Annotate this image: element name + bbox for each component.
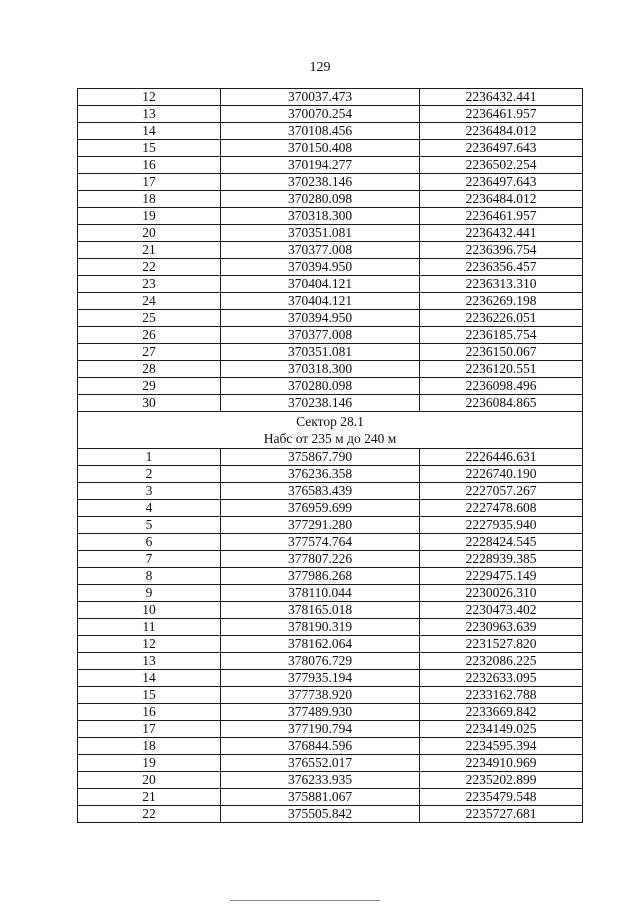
table-row	[78, 344, 583, 361]
table-row	[78, 466, 583, 483]
x-coordinate-cell: 378110.044	[221, 585, 420, 602]
x-coordinate-cell: 376583.439	[221, 483, 420, 500]
table-row	[78, 636, 583, 653]
x-coordinate-cell: 376552.017	[221, 755, 420, 772]
table-row	[78, 106, 583, 123]
y-coordinate-cell: 2233162.788	[420, 687, 583, 704]
x-coordinate-cell: 370108.456	[221, 123, 420, 140]
table-row	[78, 327, 583, 344]
x-coordinate-cell: 378165.018	[221, 602, 420, 619]
y-coordinate-cell: 2236461.957	[420, 208, 583, 225]
x-coordinate-cell: 370318.300	[221, 208, 420, 225]
x-coordinate-cell: 377489.930	[221, 704, 420, 721]
y-coordinate-cell: 2235202.899	[420, 772, 583, 789]
footer-divider	[230, 900, 380, 901]
y-coordinate-cell: 2236150.067	[420, 344, 583, 361]
x-coordinate-cell: 370404.121	[221, 276, 420, 293]
section-subtitle: Набс от 235 м до 240 м	[263, 431, 397, 446]
table-row	[78, 704, 583, 721]
point-number-cell: 27	[78, 344, 221, 361]
y-coordinate-cell: 2234595.394	[420, 738, 583, 755]
y-coordinate-cell: 2226446.631	[420, 449, 583, 466]
x-coordinate-cell: 370394.950	[221, 259, 420, 276]
table-row	[78, 568, 583, 585]
y-coordinate-cell: 2236484.012	[420, 191, 583, 208]
table-row	[78, 653, 583, 670]
x-coordinate-cell: 370150.408	[221, 140, 420, 157]
x-coordinate-cell: 377935.194	[221, 670, 420, 687]
point-number-cell: 2	[78, 466, 221, 483]
x-coordinate-cell: 370280.098	[221, 191, 420, 208]
y-coordinate-cell: 2236269.198	[420, 293, 583, 310]
coordinates-table	[77, 88, 583, 823]
x-coordinate-cell: 378076.729	[221, 653, 420, 670]
x-coordinate-cell: 370318.300	[221, 361, 420, 378]
y-coordinate-cell: 2234149.025	[420, 721, 583, 738]
point-number-cell: 14	[78, 123, 221, 140]
table-row	[78, 225, 583, 242]
point-number-cell: 4	[78, 500, 221, 517]
point-number-cell: 22	[78, 806, 221, 823]
x-coordinate-cell: 377807.226	[221, 551, 420, 568]
point-number-cell: 16	[78, 157, 221, 174]
point-number-cell: 21	[78, 789, 221, 806]
x-coordinate-cell: 378162.064	[221, 636, 420, 653]
point-number-cell: 15	[78, 687, 221, 704]
table-row	[78, 174, 583, 191]
table-row	[78, 789, 583, 806]
y-coordinate-cell: 2233669.842	[420, 704, 583, 721]
table-body-upper	[78, 89, 583, 412]
table-row	[78, 449, 583, 466]
table-row	[78, 89, 583, 106]
y-coordinate-cell: 2236313.310	[420, 276, 583, 293]
section-title: Сектор 28.1	[296, 414, 364, 429]
x-coordinate-cell: 370238.146	[221, 174, 420, 191]
x-coordinate-cell: 377291.280	[221, 517, 420, 534]
table-row	[78, 361, 583, 378]
point-number-cell: 15	[78, 140, 221, 157]
point-number-cell: 7	[78, 551, 221, 568]
x-coordinate-cell: 370280.098	[221, 378, 420, 395]
x-coordinate-cell: 370404.121	[221, 293, 420, 310]
x-coordinate-cell: 370194.277	[221, 157, 420, 174]
y-coordinate-cell: 2227478.608	[420, 500, 583, 517]
table-body-lower	[78, 449, 583, 823]
x-coordinate-cell: 376233.935	[221, 772, 420, 789]
x-coordinate-cell: 377574.764	[221, 534, 420, 551]
table-row	[78, 738, 583, 755]
point-number-cell: 21	[78, 242, 221, 259]
x-coordinate-cell: 375881.067	[221, 789, 420, 806]
table-row	[78, 721, 583, 738]
x-coordinate-cell: 377986.268	[221, 568, 420, 585]
x-coordinate-cell: 376844.596	[221, 738, 420, 755]
y-coordinate-cell: 2232633.095	[420, 670, 583, 687]
table-row	[78, 772, 583, 789]
table-row	[78, 483, 583, 500]
x-coordinate-cell: 370377.008	[221, 242, 420, 259]
table-row	[78, 242, 583, 259]
point-number-cell: 20	[78, 225, 221, 242]
y-coordinate-cell: 2236497.643	[420, 174, 583, 191]
point-number-cell: 9	[78, 585, 221, 602]
y-coordinate-cell: 2230026.310	[420, 585, 583, 602]
table-row	[78, 806, 583, 823]
x-coordinate-cell: 370351.081	[221, 344, 420, 361]
y-coordinate-cell: 2236226.051	[420, 310, 583, 327]
y-coordinate-cell: 2228424.545	[420, 534, 583, 551]
table-row	[78, 276, 583, 293]
y-coordinate-cell: 2230473.402	[420, 602, 583, 619]
x-coordinate-cell: 376959.699	[221, 500, 420, 517]
y-coordinate-cell: 2236461.957	[420, 106, 583, 123]
y-coordinate-cell: 2235727.681	[420, 806, 583, 823]
table-row	[78, 585, 583, 602]
point-number-cell: 28	[78, 361, 221, 378]
y-coordinate-cell: 2236502.254	[420, 157, 583, 174]
table-row	[78, 191, 583, 208]
point-number-cell: 16	[78, 704, 221, 721]
point-number-cell: 17	[78, 721, 221, 738]
y-coordinate-cell: 2236185.754	[420, 327, 583, 344]
section-header-cell	[78, 412, 583, 449]
x-coordinate-cell: 377190.794	[221, 721, 420, 738]
point-number-cell: 19	[78, 208, 221, 225]
x-coordinate-cell: 378190.319	[221, 619, 420, 636]
x-coordinate-cell: 370394.950	[221, 310, 420, 327]
point-number-cell: 12	[78, 89, 221, 106]
point-number-cell: 24	[78, 293, 221, 310]
x-coordinate-cell: 370037.473	[221, 89, 420, 106]
x-coordinate-cell: 370070.254	[221, 106, 420, 123]
point-number-cell: 11	[78, 619, 221, 636]
section-header-row	[78, 412, 583, 449]
point-number-cell: 3	[78, 483, 221, 500]
point-number-cell: 22	[78, 259, 221, 276]
y-coordinate-cell: 2227935.940	[420, 517, 583, 534]
point-number-cell: 6	[78, 534, 221, 551]
point-number-cell: 20	[78, 772, 221, 789]
y-coordinate-cell: 2236084.865	[420, 395, 583, 412]
x-coordinate-cell: 377738.920	[221, 687, 420, 704]
y-coordinate-cell: 2236356.457	[420, 259, 583, 276]
x-coordinate-cell: 375867.790	[221, 449, 420, 466]
point-number-cell: 5	[78, 517, 221, 534]
table-row	[78, 602, 583, 619]
y-coordinate-cell: 2236432.441	[420, 225, 583, 242]
point-number-cell: 17	[78, 174, 221, 191]
y-coordinate-cell: 2232086.225	[420, 653, 583, 670]
x-coordinate-cell: 370377.008	[221, 327, 420, 344]
y-coordinate-cell: 2235479.548	[420, 789, 583, 806]
table-row	[78, 140, 583, 157]
point-number-cell: 26	[78, 327, 221, 344]
y-coordinate-cell: 2231527.820	[420, 636, 583, 653]
y-coordinate-cell: 2229475.149	[420, 568, 583, 585]
point-number-cell: 30	[78, 395, 221, 412]
x-coordinate-cell: 375505.842	[221, 806, 420, 823]
point-number-cell: 23	[78, 276, 221, 293]
y-coordinate-cell: 2236432.441	[420, 89, 583, 106]
point-number-cell: 13	[78, 106, 221, 123]
table-row	[78, 619, 583, 636]
table-row	[78, 208, 583, 225]
table-row	[78, 551, 583, 568]
table-row	[78, 687, 583, 704]
table-row	[78, 395, 583, 412]
y-coordinate-cell: 2227057.267	[420, 483, 583, 500]
y-coordinate-cell: 2234910.969	[420, 755, 583, 772]
point-number-cell: 14	[78, 670, 221, 687]
table-row	[78, 670, 583, 687]
y-coordinate-cell: 2226740.190	[420, 466, 583, 483]
y-coordinate-cell: 2236484.012	[420, 123, 583, 140]
table-row	[78, 157, 583, 174]
point-number-cell: 19	[78, 755, 221, 772]
point-number-cell: 25	[78, 310, 221, 327]
page-number: 129	[309, 60, 331, 75]
y-coordinate-cell: 2236396.754	[420, 242, 583, 259]
table-row	[78, 517, 583, 534]
point-number-cell: 12	[78, 636, 221, 653]
x-coordinate-cell: 376236.358	[221, 466, 420, 483]
y-coordinate-cell: 2236098.496	[420, 378, 583, 395]
point-number-cell: 18	[78, 191, 221, 208]
y-coordinate-cell: 2236120.551	[420, 361, 583, 378]
y-coordinate-cell: 2230963.639	[420, 619, 583, 636]
point-number-cell: 18	[78, 738, 221, 755]
table-row	[78, 534, 583, 551]
point-number-cell: 13	[78, 653, 221, 670]
point-number-cell: 29	[78, 378, 221, 395]
table-row	[78, 123, 583, 140]
y-coordinate-cell: 2228939.385	[420, 551, 583, 568]
point-number-cell: 8	[78, 568, 221, 585]
table-row	[78, 293, 583, 310]
table-row	[78, 755, 583, 772]
x-coordinate-cell: 370351.081	[221, 225, 420, 242]
table-row	[78, 310, 583, 327]
table-row	[78, 500, 583, 517]
y-coordinate-cell: 2236497.643	[420, 140, 583, 157]
x-coordinate-cell: 370238.146	[221, 395, 420, 412]
point-number-cell: 10	[78, 602, 221, 619]
section-header-body	[78, 412, 583, 449]
point-number-cell: 1	[78, 449, 221, 466]
table-row	[78, 259, 583, 276]
table-row	[78, 378, 583, 395]
